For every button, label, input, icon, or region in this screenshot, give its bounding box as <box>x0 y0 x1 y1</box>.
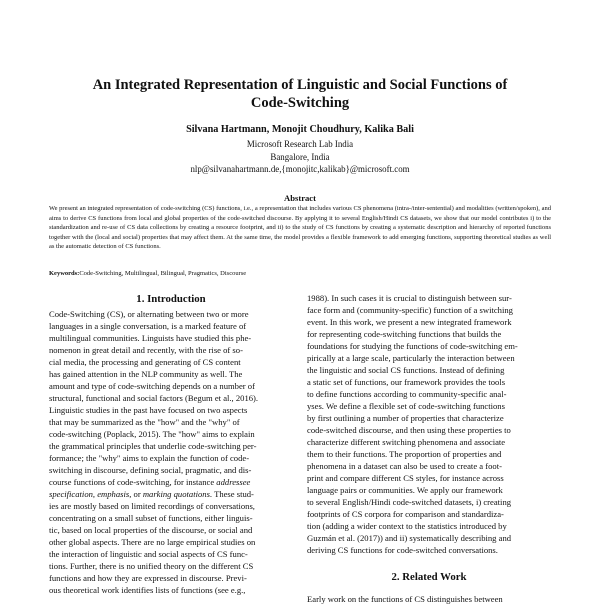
right-line: face form and (community-specific) function of a switching <box>307 305 513 315</box>
paper-title <box>40 76 560 112</box>
authors: Silvana Hartmann, Monojit Choudhury, Kalika Bali <box>186 124 414 135</box>
keywords-label: Keywords: <box>49 270 80 277</box>
right-line: print and compare different CS styles, for instance across <box>307 473 504 483</box>
intro-heading: 1. Introduction <box>136 293 206 305</box>
left-line: multilingual communities. Linguists have studied this phe- <box>49 333 252 343</box>
left-line: formance; the "why" aims to explain the function of code- <box>49 453 250 463</box>
left-line <box>49 477 250 488</box>
left-line: cial media, the processing and generating of CS content <box>49 357 241 367</box>
right-line: pirically at a large scale, particularly the interaction between <box>307 353 515 363</box>
right-line: tion (adding a wider context to the statistics introduced by <box>307 521 507 531</box>
italic-term: emphasis <box>97 489 130 499</box>
right-line: to several English/Hindi code-switched datasets, i) creating <box>307 497 512 507</box>
left-line: concentrating on a small subset of functions, either linguis- <box>49 513 253 523</box>
right-line: language pairs or communities. We apply our framework <box>307 485 503 495</box>
left-line: amount and type of code-switching depends on a number of <box>49 381 255 391</box>
related-work-heading: 2. Related Work <box>391 571 467 583</box>
left-line: structural, functional and social factors (Begum et al., 2016). <box>49 393 259 403</box>
left-line: other global aspects. There are no large empirical studies on <box>49 537 256 547</box>
keywords-list: Code-Switching, Multilingual, Bilingual, Pragmatics, Discourse <box>79 270 247 277</box>
right-line: event. In this work, we present a new integrated framework <box>307 317 512 327</box>
left-line: code-switching (Poplack, 2015). The "how" aims to explain <box>49 429 255 439</box>
right-line: to define functions according to community-specific anal- <box>307 389 507 399</box>
italic-term: specification <box>49 489 93 499</box>
right-line: code-switched discourse, and then using these properties to <box>307 425 511 435</box>
left-line: functions and how they are expressed in discourse. Previ- <box>49 573 247 583</box>
right-line: a static set of functions, our framework provides the tools <box>307 377 506 387</box>
left-line: Code-Switching (CS), or alternating between two or more <box>49 309 249 319</box>
affiliation-lab: Microsoft Research Lab India <box>246 139 354 149</box>
left-line: nomenon in great detail and recently, with the rise of so- <box>49 345 243 355</box>
left-line-text: course functions of code-switching, for instance <box>49 477 217 487</box>
affiliation-email: nlp@silvanahartmann.de,{monojitc,kalikab}@microsoft.com <box>190 164 410 174</box>
italic-term: addressee <box>216 477 251 487</box>
left-line: ous theoretical work identifies lists of functions (see e.g., <box>49 585 246 595</box>
abstract-text: We present an integrated representation of code-switching (CS) functions, i.e., a representation that includes various CS phenomena (intra-/inter-sentential) and modalities (written/spoken), and aims to derive CS functions from local and global properties of the code-switched discourse. By applying it to several English/Hindi CS datasets, we show that our model contributes i) to the standardization and re-use of CS data collections by creating a resource footprint, and ii) to the study of CS functions by creating a systematic description and hierarchy of reported functions together with the (local and social) properties that may affect them. At the same time, the model provides a flexible framework to add emerging functions, supporting theoretical studies as well as the automatic detection of CS functions. <box>49 205 551 250</box>
abstract-heading: Abstract <box>284 193 316 203</box>
affiliation-city: Bangalore, India <box>270 152 330 162</box>
right-line: phenomena in a dataset can also be used to create a foot- <box>307 461 502 471</box>
right-line: by first outlining a number of properties that characterize <box>307 413 504 423</box>
left-line: that may be summarized as the "how" and the "why" of <box>49 417 240 427</box>
right-line: the linguistic and social CS functions. Instead of defining <box>307 365 505 375</box>
title-line-1: An Integrated Representation of Linguistic and Social Functions of <box>92 77 508 93</box>
left-line: specification, emphasis, or marking quotations. These stud- <box>49 489 254 499</box>
right-line: Early work on the functions of CS distinguishes between <box>307 594 503 604</box>
left-line: tions. Further, there is no unified theory on the different CS <box>49 561 254 571</box>
left-line: languages in a single conversation, is a marked feature of <box>49 321 247 331</box>
italic-term: marking quotations <box>142 489 210 499</box>
right-line: for representing code-switching functions that builds the <box>307 329 502 339</box>
right-line: 1988). In such cases it is crucial to distinguish between sur- <box>307 293 512 303</box>
right-line: them to their functions. The proportion of properties and <box>307 449 502 459</box>
left-line: has gained attention in the NLP community as well. The <box>49 369 243 379</box>
left-line: tic, based on local properties of the discourse, or social and <box>49 525 253 535</box>
right-line: Guzmán et al. (2017)) and ii) systematically describing and <box>307 533 512 543</box>
left-line: the interaction of linguistic and social aspects of CS func- <box>49 549 248 559</box>
left-line: ies are mostly based on limited recordings of conversations, <box>49 501 255 511</box>
right-line: foundations for studying the functions of code-switching em- <box>307 341 518 351</box>
right-line: footprints of CS corpora for comparison and standardiza- <box>307 509 504 519</box>
left-line: the grammatical principles that underlie code-switching per- <box>49 441 257 451</box>
right-line: characterize different switching phenomena and associate <box>307 437 506 447</box>
title-line-2: Code-Switching <box>250 95 350 111</box>
right-line: yses. We define a flexible set of code-switching functions <box>307 401 505 411</box>
left-line: Linguistic studies in the past have focused on two aspects <box>49 405 248 415</box>
left-line: switching in discourse, defining social, pragmatic, and dis- <box>49 465 252 475</box>
right-line: deriving CS functions for code-switched conversations. <box>307 545 498 555</box>
keywords <box>49 270 246 277</box>
